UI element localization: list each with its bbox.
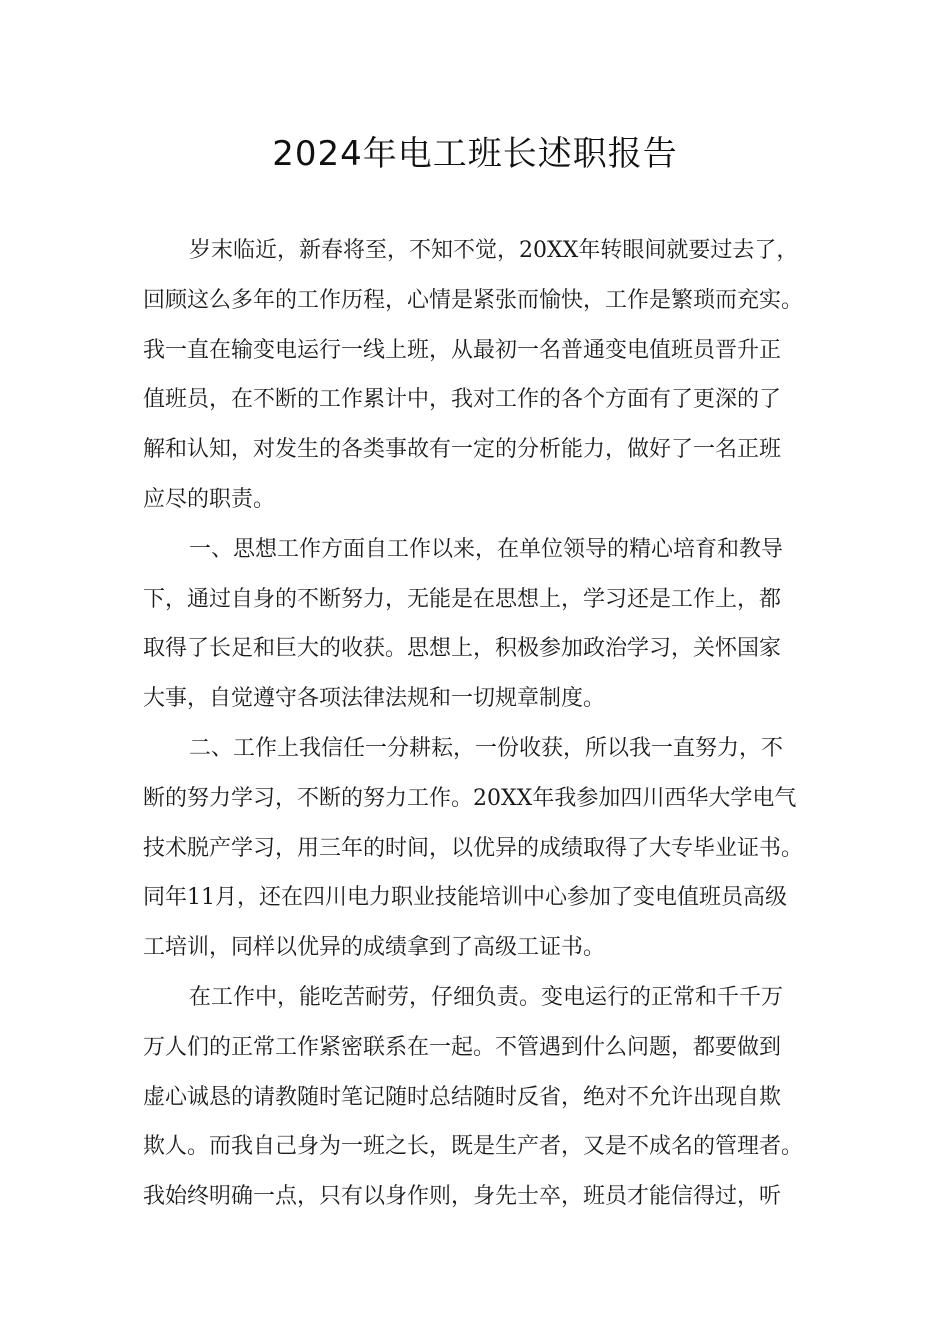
paragraph-2	[143, 525, 813, 724]
text-line: 在工作中，能吃苦耐劳，仔细负责。变电运行的正常和千千万	[189, 984, 784, 1010]
text-line: 二、工作上我信任一分耕耘，一份收获，所以我一直努力，不	[189, 735, 784, 761]
document-title: 2024年电工班长述职报告	[272, 134, 678, 174]
paragraph-1	[143, 226, 813, 525]
text-line: 下，通过自身的不断努力，无能是在思想上，学习还是工作上，都	[143, 586, 782, 612]
text-line: 欺人。而我自己身为一班之长，既是生产者，又是不成名的管理者。	[143, 1134, 804, 1160]
paragraph-3	[143, 724, 813, 973]
text-line: 我一直在输变电运行一线上班，从最初一名普通变电值班员晋升正	[143, 337, 782, 363]
text-line: 同年11月，还在四川电力职业技能培训中心参加了变电值班员高级	[143, 885, 787, 911]
text-line: 一、思想工作方面自工作以来，在单位领导的精心培育和教导	[189, 536, 784, 562]
text-line: 我始终明确一点，只有以身作则，身先士卒，班员才能信得过，听	[143, 1184, 782, 1210]
text-line: 应尽的职责。	[143, 486, 276, 512]
text-line: 取得了长足和巨大的收获。思想上，积极参加政治学习，关怀国家	[143, 636, 782, 662]
text-line: 大事，自觉遵守各项法律法规和一切规章制度。	[143, 686, 606, 712]
text-line: 技术脱产学习，用三年的时间，以优异的成绩取得了大专毕业证书。	[143, 835, 804, 861]
text-line: 解和认知，对发生的各类事故有一定的分析能力，做好了一名正班	[143, 437, 782, 463]
text-line: 虚心诚恳的请教随时笔记随时总结随时反省，绝对不允许出现自欺	[143, 1084, 782, 1110]
document-body	[143, 226, 813, 1222]
text-line: 岁末临近，新春将至，不知不觉，20XX年转眼间就要过去了，	[189, 238, 799, 263]
text-line: 回顾这么多年的工作历程，心情是紧张而愉快，工作是繁琐而充实。	[143, 287, 804, 313]
text-line: 万人们的正常工作紧密联系在一起。不管遇到什么问题，都要做到	[143, 1034, 782, 1060]
text-line: 值班员，在不断的工作累计中，我对工作的各个方面有了更深的了	[143, 387, 782, 413]
paragraph-4	[143, 973, 813, 1222]
text-line: 工培训，同样以优异的成绩拿到了高级工证书。	[143, 935, 606, 961]
text-line: 断的努力学习，不断的努力工作。20XX年我参加四川西华大学电气	[143, 785, 797, 811]
